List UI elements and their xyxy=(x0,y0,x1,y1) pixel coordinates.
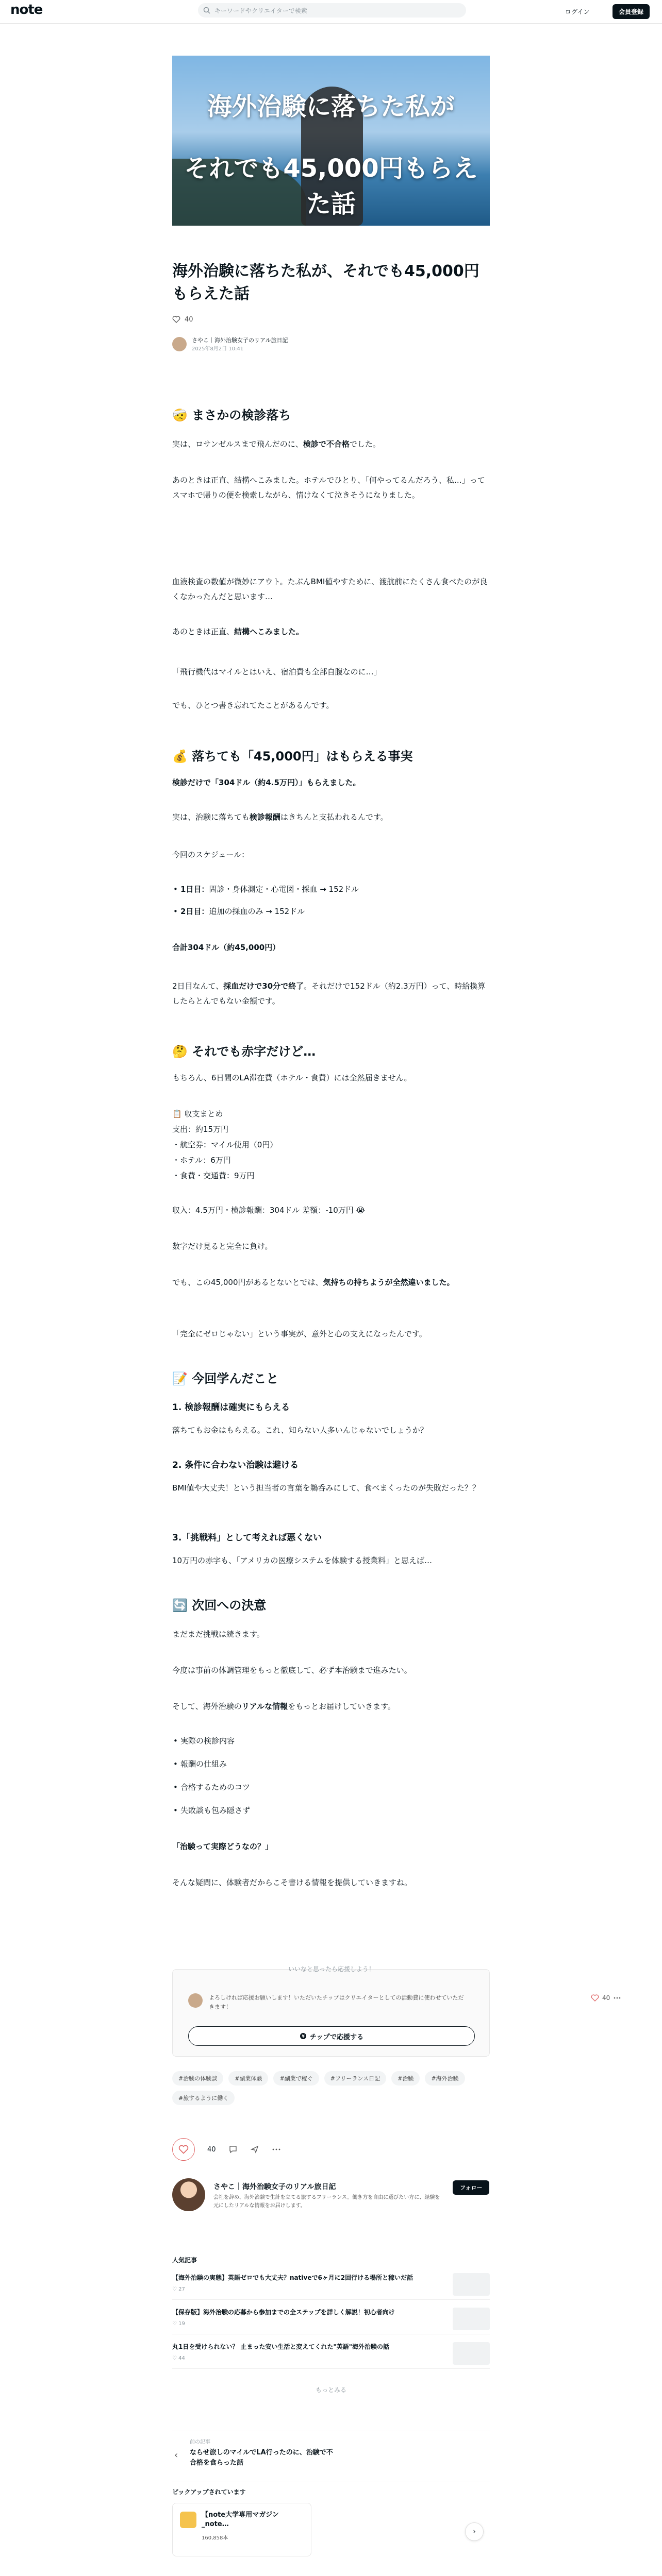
side-like-count: 40 xyxy=(602,1994,610,2002)
sub-heading: 2. 条件に合わない治験は避ける xyxy=(172,1460,299,1470)
support-box xyxy=(172,1965,490,2057)
support-note: よろしければ応援お願いします！いただいたチップはクリエイターとしての活動費に使わせていただきます！ xyxy=(209,1994,464,2010)
hero-caption-1: 海外治験に落ちた私が xyxy=(207,92,455,121)
tag[interactable]: #海外治験 xyxy=(425,2071,465,2086)
like-row xyxy=(172,315,193,324)
list-line: ・ホテル：6万円 xyxy=(172,1156,231,1165)
hero-caption-2: それでも45,000円もらえた話 xyxy=(184,154,478,218)
top-bar xyxy=(0,0,662,24)
list-item: • 1日目：問診・身体測定・心電図・採血 → 152ドル xyxy=(180,882,490,897)
list-item[interactable] xyxy=(172,2271,490,2300)
comment-icon[interactable] xyxy=(228,2145,238,2154)
tag[interactable]: #フリーランス日記 xyxy=(324,2071,386,2086)
list-title: 📋 収支まとめ xyxy=(172,1109,223,1118)
follow-button[interactable]: フォロー xyxy=(453,2180,489,2195)
paragraph: そんな疑問に、体験者だからこそ書ける情報を提供していきますね。 xyxy=(172,1878,412,1887)
tag[interactable]: #治験 xyxy=(391,2071,420,2086)
tag[interactable]: #副業体験 xyxy=(228,2071,268,2086)
magazine-name[interactable]: 【note大学専用マガジン_note… xyxy=(202,2511,279,2529)
more-icon[interactable] xyxy=(272,2145,281,2154)
login-button[interactable]: ログイン xyxy=(565,8,590,15)
paragraph: 収入：4.5万円・検診報酬：304ドル 差額：-10万円 😭 xyxy=(172,1206,366,1215)
paragraph: でも、ひとつ書き忘れてたことがあるんです。 xyxy=(172,701,334,710)
list-item-likes: ♡ 19 xyxy=(172,2321,185,2327)
post-date: 2025年8月2日 10:41 xyxy=(192,346,244,352)
list-item-title[interactable]: 【保存版】海外治験の応募から参加までの全ステップを詳しく解説！初心者向け xyxy=(172,2309,395,2316)
avatar[interactable] xyxy=(172,2178,205,2211)
chevron-right-icon[interactable]: › xyxy=(465,2522,484,2541)
search-icon xyxy=(203,7,210,14)
paragraph: BMI値や大丈夫！という担当者の言葉を鵜呑みにして、食べまくったのが失敗だった？？ xyxy=(172,1483,481,1493)
tag[interactable]: #旅するように働く xyxy=(172,2091,235,2105)
list-item: • 2日目：追加の採血のみ → 152ドル xyxy=(180,904,490,919)
sub-heading: 1. 検診報酬は確実にもらえる xyxy=(172,1402,290,1413)
paragraph: もちろん、6日間のLA滞在費（ホテル・食費）には全然届きません。 xyxy=(172,1073,412,1082)
list-line: ・航空券：マイル使用（0円） xyxy=(172,1140,278,1149)
list-line: 支出：約15万円 xyxy=(172,1125,229,1134)
list-item: • 失敗談も包み隠さず xyxy=(180,1803,490,1818)
author-name[interactable]: さやこ｜海外治験女子のリアル旅日記 xyxy=(192,337,288,344)
more-link[interactable]: もっとみる xyxy=(315,2386,346,2394)
tip-button-label: チップで応援する xyxy=(309,2033,363,2041)
previous-label: 前の記事 xyxy=(190,2439,210,2445)
like-count: 40 xyxy=(185,315,193,324)
heart-icon xyxy=(178,2144,189,2155)
list-item-title[interactable]: 丸1日を受けられない？ 止まった安い生活と変えてくれた"英語"海外治験の話 xyxy=(172,2343,390,2350)
paragraph: 10万円の赤字も、「アメリカの医療システムを体験する授業料」と思えば… xyxy=(172,1556,433,1565)
section-heading: 💰 落ちても「45,000円」はもらえる事実 xyxy=(172,749,413,764)
paragraph: あのときは正直、結構へこみました。 xyxy=(172,627,304,636)
magazine-count: 160,858本 xyxy=(202,2535,228,2541)
tip-button[interactable] xyxy=(188,2026,475,2046)
section-heading: 🔄 次回への決意 xyxy=(172,1598,267,1613)
author-row[interactable] xyxy=(172,336,288,352)
paragraph: 今度は事前の体調管理をもっと徹底して、必ず本治験まで進みたい。 xyxy=(172,1666,412,1675)
list-line: ・食費・交通費：9万円 xyxy=(172,1171,255,1180)
share-icon[interactable] xyxy=(250,2145,259,2154)
heart-icon[interactable] xyxy=(591,1994,599,2002)
paragraph: でも、この45,000円があるとないとでは、気持ちの持ちようが全然違いました。 xyxy=(172,1278,455,1287)
list-item: • 報酬の仕組み xyxy=(180,1757,490,1772)
svg-text:¥: ¥ xyxy=(302,2034,305,2039)
tag[interactable]: #副業で稼ぐ xyxy=(273,2071,319,2086)
list-item-likes: ♡ 27 xyxy=(172,2286,185,2292)
paragraph: そして、海外治験のリアルな情報をもっとお届けしていきます。 xyxy=(172,1702,395,1711)
paragraph: 実は、治験に落ちても検診報酬はきちんと支払われるんです。 xyxy=(172,812,388,822)
tip-icon xyxy=(300,2032,307,2040)
search-placeholder: キーワードやクリエイターで検索 xyxy=(214,7,307,14)
magazine-icon xyxy=(180,2512,196,2528)
paragraph-bold: 検診だけで「304ドル（約4.5万円）」もらえました。 xyxy=(172,778,361,787)
paragraph: 血液検査の数値が微妙にアウト。たぶんBMI値やすために、渡航前にたくさん食べたのが良くなかったんだと思います… xyxy=(172,577,488,601)
note-logo[interactable]: note xyxy=(10,2,43,18)
thumbnail[interactable] xyxy=(453,2273,490,2296)
side-like[interactable] xyxy=(591,1994,621,2002)
profile-name[interactable]: さやこ｜海外治験女子のリアル旅日記 xyxy=(213,2183,336,2191)
list-item-likes: ♡ 44 xyxy=(172,2355,185,2361)
list-item[interactable] xyxy=(172,2340,490,2369)
more-icon[interactable] xyxy=(613,1994,621,2002)
heart-icon[interactable] xyxy=(172,315,180,324)
avatar[interactable] xyxy=(172,337,187,351)
paragraph-bold: 合計304ドル（約45,000円） xyxy=(172,943,280,952)
section-heading: 🤔 それでも赤字だけど… xyxy=(172,1044,316,1059)
thumbnail[interactable] xyxy=(453,2308,490,2330)
signup-button[interactable]: 会員登録 xyxy=(613,4,650,19)
paragraph: 実は、ロサンゼルスまで飛んだのに、検診で不合格でした。 xyxy=(172,439,380,449)
search-input[interactable] xyxy=(198,3,466,18)
paragraph: 「飛行機代はマイルとはいえ、宿泊費も全部自腹なのに…」 xyxy=(172,667,382,676)
list-item: • 合格するためのコツ xyxy=(180,1780,490,1795)
paragraph: 数字だけ見ると完全に負け。 xyxy=(172,1242,273,1251)
paragraph: 2日目なんて、採血だけで30分で終了。それだけで152ドル（約2.3万円）って、時給換算したらとんでもない金額です。 xyxy=(172,981,486,1006)
pickup-label: ピックアップされています xyxy=(172,2488,246,2496)
list-item: • 実際の検診内容 xyxy=(180,1734,490,1749)
paragraph: 今回のスケジュール： xyxy=(172,850,250,859)
avatar xyxy=(188,1993,203,2008)
list-item[interactable] xyxy=(172,2306,490,2334)
paragraph: 落ちてもお金はもらえる。これ、知らない人多いんじゃないでしょうか？ xyxy=(172,1426,428,1435)
section-heading: 🤕 まさかの検診落ち xyxy=(172,408,291,422)
profile-description: 会社を辞め、海外治験で生計を立てる旅するフリーランス。働き方を自由に選びたい方に、経験を元にしたリアルな情報をお届けします。 xyxy=(213,2195,440,2209)
article-title: 海外治験に落ちた私が、それでも45,000円もらえた話 xyxy=(172,262,479,303)
previous-title[interactable]: ならせ旅しのマイルでLA行ったのに、治験で不合格を食らった話 xyxy=(190,2449,333,2467)
paragraph: まだまだ挑戦は続きます。 xyxy=(172,1630,264,1639)
magazine-card[interactable] xyxy=(172,2503,311,2556)
action-bar xyxy=(172,2138,281,2161)
tag[interactable]: #治験の体験談 xyxy=(172,2071,223,2086)
tag-list xyxy=(172,2071,490,2105)
chevron-left-icon: ‹ xyxy=(174,2450,178,2461)
like-count: 40 xyxy=(207,2145,216,2154)
paragraph: あのときは正直、結構へこみました。ホテルでひとり、「何やってるんだろう、私…」って スマホで帰りの便を検索しながら、情けなくて泣きそうになりました。 xyxy=(172,476,485,500)
previous-article[interactable] xyxy=(172,2431,490,2482)
sub-heading: 3.「挑戦料」として考えれば悪くない xyxy=(172,1533,322,1543)
like-button[interactable] xyxy=(172,2138,195,2161)
paragraph-bold: 「治験って実際どうなの？」 xyxy=(172,1842,273,1851)
popular-label: 人気記事 xyxy=(172,2257,197,2264)
list-item-title[interactable]: 【海外治験の実態】英語ゼロでも大丈夫？nativeで6ヶ月に2回行ける場所と稼いだ話 xyxy=(172,2274,413,2281)
thumbnail[interactable] xyxy=(453,2342,490,2365)
hero-image xyxy=(172,56,490,226)
section-heading: 📝 今回学んだこと xyxy=(172,1371,279,1386)
support-title: いいなと思ったら応援しよう！ xyxy=(288,1965,375,1973)
paragraph: 「完全にゼロじゃない」という事実が、意外と心の支えになったんです。 xyxy=(172,1329,427,1338)
